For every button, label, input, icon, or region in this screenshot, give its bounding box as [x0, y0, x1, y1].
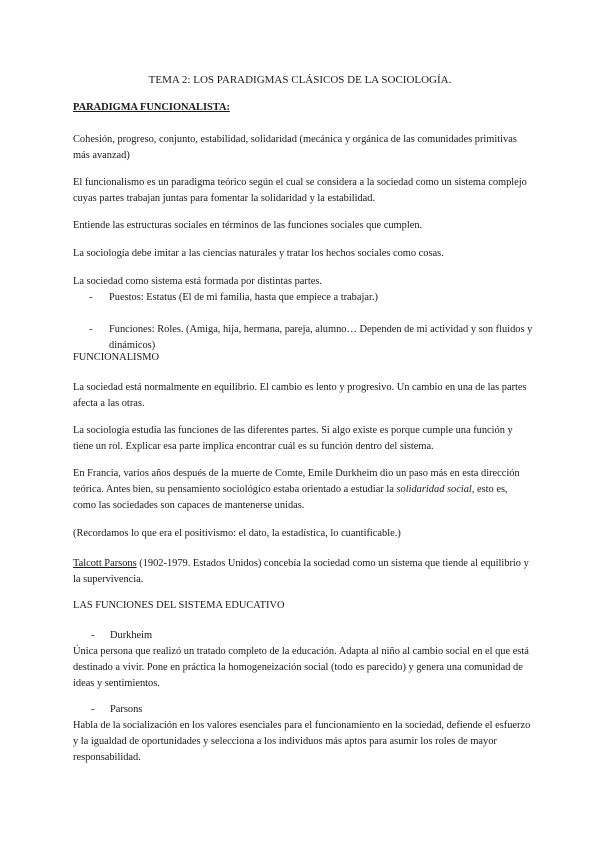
- paragraph-text: En Francia, varios años después de la muerte de Comte, Emile Durkheim dio un paso más en esta dirección teórica. Antes bien, su pensamiento sociológico estaba orientado a estudiar la: [73, 468, 520, 495]
- document-title: TEMA 2: LOS PARADIGMAS CLÁSICOS DE LA SOCIOLOGÍA.: [148, 74, 452, 86]
- list-item-text: Funciones: Roles. (Amiga, hija, hermana, pareja, alumno… Dependen de mi actividad y son fluidos y dinámicos): [109, 324, 533, 351]
- list-item-text: Parsons: [110, 704, 143, 715]
- emphasis-solidaridad-social: solidaridad social: [396, 484, 472, 495]
- paragraph-sistema-partes: La sociedad como sistema está formada por distintas partes.: [73, 276, 323, 287]
- paragraph-funcionalismo-def: El funcionalismo es un paradigma teórico según el cual se considera a la sociedad como un sistema complejo cuyas partes trabajan juntas para fomentar la solidaridad y la estabilidad.: [73, 177, 527, 204]
- list-item: [91, 628, 551, 644]
- paragraph-imitar-ciencias: La sociología debe imitar a las ciencias naturales y tratar los hechos sociales como cosas.: [73, 248, 444, 259]
- paragraph-equilibrio: La sociedad está normalmente en equilibrio. El cambio es lento y progresivo. Un cambio en una de las partes afecta a las otras.: [73, 382, 527, 409]
- paragraph-durkheim: [73, 466, 533, 514]
- list-dash: -: [91, 704, 95, 715]
- list-item: [73, 290, 569, 306]
- section-heading-sistema-educativo: LAS FUNCIONES DEL SISTEMA EDUCATIVO: [73, 600, 285, 611]
- paragraph-estructuras: Entiende las estructuras sociales en términos de las funciones sociales que cumplen.: [73, 220, 423, 231]
- list-item-text: Puestos: Estatus (El de mi familia, hasta que empiece a trabajar.): [109, 292, 378, 303]
- list-item: [91, 702, 551, 718]
- paragraph-text: , esto es, como las sociedades son capaces de mantenerse unidas.: [73, 484, 508, 511]
- paragraph-durkheim-educacion: Única persona que realizó un tratado completo de la educación. Adapta al niño al cambio social en el que está destinado a vivir. Pone en práctica la homogeneización social (todo es parecido) y genera una comunidad de ideas y sentimientos.: [73, 646, 529, 689]
- list-dash: -: [91, 630, 95, 641]
- paragraph-cohesion: Cohesión, progreso, conjunto, estabilidad, solidaridad (mecánica y orgánica de las comunidades primitivas más avanzad): [73, 134, 517, 161]
- list-item-text: Durkheim: [110, 630, 153, 641]
- section-heading-funcionalismo: FUNCIONALISMO: [73, 352, 160, 363]
- paragraph-text: (1902-1979. Estados Unidos) concebía la sociedad como un sistema que tiende al equilibrio y la supervivencia.: [73, 558, 529, 585]
- section-heading-paradigma: PARADIGMA FUNCIONALISTA:: [73, 102, 230, 113]
- paragraph-positivismo: (Recordamos lo que era el positivismo: el dato, la estadística, lo cuantificable.): [73, 528, 401, 539]
- paragraph-parsons: [73, 556, 533, 588]
- paragraph-parsons-socializacion: Habla de la socialización en los valores esenciales para el funcionamiento en la sociedad, defiende el esfuerzo y la igualdad de oportunidades y selecciona a los individuos más aptos para asumir los roles de mayor responsabilidad.: [73, 720, 531, 763]
- name-talcott-parsons: Talcott Parsons: [73, 558, 137, 569]
- list-dash: -: [89, 324, 93, 335]
- paragraph-estudia-funciones: La sociología estudia las funciones de las diferentes partes. Si algo existe es porque cumple una función y tiene un rol. Explicar esa parte implica encontrar cuál es su función dentro del sistema.: [73, 425, 513, 452]
- list-dash: -: [89, 292, 93, 303]
